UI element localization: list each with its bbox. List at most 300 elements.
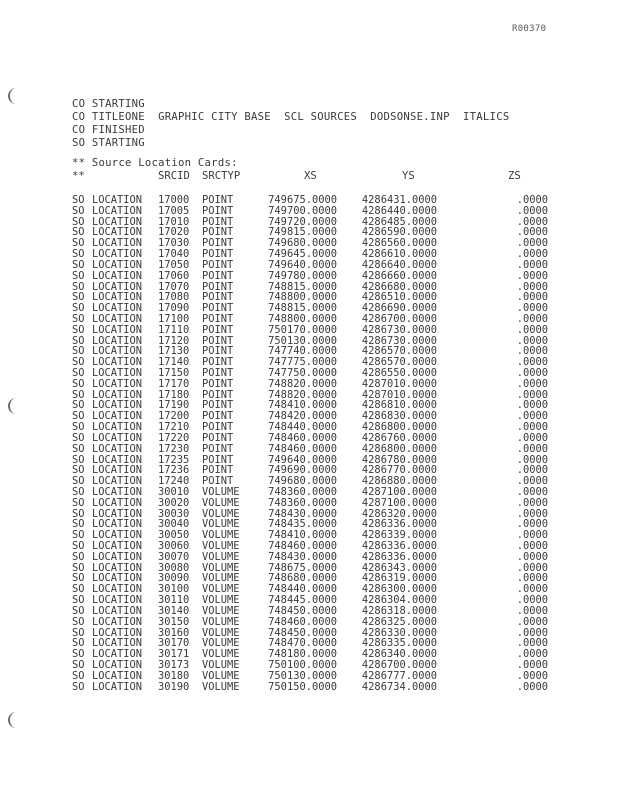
- row-source-id: 17200: [158, 410, 190, 423]
- row-y-coordinate: 4286336.0000: [361, 550, 437, 563]
- row-y-coordinate: 4286510.0000: [361, 291, 437, 304]
- row-source-id: 30080: [158, 561, 190, 574]
- row-source-id: 17190: [158, 399, 190, 412]
- row-y-coordinate: 4286550.0000: [361, 367, 437, 379]
- row-x-coordinate: 748430.0000: [268, 507, 337, 520]
- row-source-type: POINT: [202, 258, 234, 271]
- row-keyword: LOCATION: [92, 540, 143, 552]
- table-row: [72, 421, 562, 432]
- row-x-coordinate: 750130.0000: [268, 669, 337, 682]
- row-keyword: LOCATION: [92, 226, 143, 239]
- row-x-coordinate: 748180.0000: [268, 648, 337, 661]
- table-row: [72, 583, 562, 594]
- row-y-coordinate: 4286330.0000: [361, 626, 437, 639]
- row-x-coordinate: 748815.0000: [268, 280, 337, 293]
- row-y-coordinate: 4286680.0000: [361, 280, 437, 293]
- table-row: [72, 594, 562, 605]
- row-x-coordinate: 750130.0000: [268, 334, 337, 347]
- row-source-id: 17235: [158, 453, 190, 466]
- row-y-coordinate: 4286610.0000: [361, 248, 437, 261]
- table-row: [72, 410, 562, 421]
- row-y-coordinate: 4286770.0000: [361, 464, 437, 477]
- row-y-coordinate: 4286560.0000: [361, 237, 437, 250]
- row-source-id: 30173: [158, 658, 190, 671]
- row-source-type: POINT: [202, 356, 234, 369]
- row-y-coordinate: 4286760.0000: [361, 431, 437, 444]
- row-source-type: VOLUME: [202, 507, 240, 520]
- row-x-coordinate: 749780.0000: [268, 269, 337, 282]
- row-y-coordinate: 4286777.0000: [361, 669, 437, 682]
- row-y-coordinate: 4286304.0000: [361, 594, 437, 607]
- row-source-type: POINT: [202, 388, 234, 401]
- row-x-coordinate: 747750.0000: [268, 367, 337, 379]
- row-x-coordinate: 748800.0000: [268, 312, 337, 325]
- row-z-elevation: .0000: [516, 615, 548, 628]
- row-prefix: SO: [72, 507, 85, 520]
- row-source-id: 30060: [158, 540, 190, 552]
- row-source-type: POINT: [202, 399, 234, 412]
- row-source-id: 30100: [158, 583, 190, 596]
- table-row: [72, 508, 562, 519]
- row-prefix: SO: [72, 540, 85, 552]
- row-source-id: 17170: [158, 377, 190, 390]
- row-z-elevation: .0000: [516, 648, 548, 661]
- row-source-id: 17080: [158, 291, 190, 304]
- row-x-coordinate: 747775.0000: [268, 356, 337, 369]
- table-row: [72, 529, 562, 540]
- row-y-coordinate: 4286570.0000: [361, 356, 437, 369]
- row-x-coordinate: 750100.0000: [268, 658, 337, 671]
- row-source-type: POINT: [202, 215, 234, 228]
- row-x-coordinate: 750150.0000: [268, 680, 337, 693]
- row-keyword: LOCATION: [92, 421, 143, 434]
- table-row: [72, 497, 562, 508]
- table-row: [72, 281, 562, 292]
- row-z-elevation: .0000: [516, 334, 548, 347]
- row-keyword: LOCATION: [92, 453, 143, 466]
- row-x-coordinate: 748450.0000: [268, 626, 337, 639]
- row-x-coordinate: 748680.0000: [268, 572, 337, 585]
- row-source-id: 30020: [158, 496, 190, 509]
- row-prefix: SO: [72, 258, 85, 271]
- row-z-elevation: .0000: [516, 248, 548, 261]
- row-source-id: 17020: [158, 226, 190, 239]
- row-prefix: SO: [72, 345, 85, 358]
- row-source-id: 17220: [158, 431, 190, 444]
- row-source-id: 30170: [158, 637, 190, 650]
- row-y-coordinate: 4286700.0000: [361, 312, 437, 325]
- row-source-id: 30030: [158, 507, 190, 520]
- row-y-coordinate: 4286485.0000: [361, 215, 437, 228]
- column-header-srcid: SRCID: [158, 170, 190, 182]
- row-source-type: POINT: [202, 421, 234, 434]
- row-y-coordinate: 4287010.0000: [361, 377, 437, 390]
- row-keyword: LOCATION: [92, 594, 143, 607]
- row-keyword: LOCATION: [92, 572, 143, 585]
- table-row: [72, 486, 562, 497]
- table-row: [72, 443, 562, 454]
- row-source-type: VOLUME: [202, 626, 240, 639]
- row-y-coordinate: 4286880.0000: [361, 475, 437, 488]
- row-y-coordinate: 4286339.0000: [361, 529, 437, 542]
- row-source-type: POINT: [202, 226, 234, 239]
- row-source-id: 17240: [158, 475, 190, 488]
- row-source-id: 17210: [158, 421, 190, 434]
- row-z-elevation: .0000: [516, 507, 548, 520]
- row-y-coordinate: 4286640.0000: [361, 258, 437, 271]
- row-prefix: SO: [72, 464, 85, 477]
- column-header-row: [72, 170, 562, 183]
- table-row: [72, 356, 562, 367]
- row-x-coordinate: 748820.0000: [268, 388, 337, 401]
- row-z-elevation: .0000: [516, 388, 548, 401]
- row-source-id: 17236: [158, 464, 190, 477]
- row-source-type: VOLUME: [202, 529, 240, 542]
- table-row: [72, 540, 562, 551]
- row-prefix: SO: [72, 302, 85, 315]
- row-keyword: LOCATION: [92, 258, 143, 271]
- row-z-elevation: .0000: [516, 485, 548, 498]
- row-y-coordinate: 4286800.0000: [361, 442, 437, 455]
- row-keyword: LOCATION: [92, 615, 143, 628]
- row-x-coordinate: 748410.0000: [268, 399, 337, 412]
- row-y-coordinate: 4286800.0000: [361, 421, 437, 434]
- row-keyword: LOCATION: [92, 561, 143, 574]
- row-source-id: 17120: [158, 334, 190, 347]
- row-z-elevation: .0000: [516, 269, 548, 282]
- row-z-elevation: .0000: [516, 442, 548, 455]
- row-source-id: 17100: [158, 312, 190, 325]
- row-z-elevation: .0000: [516, 291, 548, 304]
- row-keyword: LOCATION: [92, 583, 143, 596]
- row-source-type: VOLUME: [202, 540, 240, 552]
- table-row: [72, 248, 562, 259]
- column-header-marker: **: [72, 170, 85, 182]
- table-row: [72, 475, 562, 486]
- row-x-coordinate: 748460.0000: [268, 540, 337, 552]
- row-y-coordinate: 4286570.0000: [361, 345, 437, 358]
- punch-hole-mark: [8, 88, 20, 104]
- row-source-type: POINT: [202, 442, 234, 455]
- column-header-xs: XS: [304, 170, 317, 182]
- row-prefix: SO: [72, 237, 85, 250]
- row-source-type: POINT: [202, 237, 234, 250]
- row-prefix: SO: [72, 583, 85, 596]
- row-source-id: 30110: [158, 594, 190, 607]
- row-prefix: SO: [72, 399, 85, 412]
- row-z-elevation: .0000: [516, 669, 548, 682]
- row-source-type: VOLUME: [202, 550, 240, 563]
- row-x-coordinate: 749640.0000: [268, 453, 337, 466]
- row-x-coordinate: 749645.0000: [268, 248, 337, 261]
- row-source-id: 17110: [158, 323, 190, 336]
- row-y-coordinate: 4286660.0000: [361, 269, 437, 282]
- row-prefix: SO: [72, 377, 85, 390]
- row-x-coordinate: 748420.0000: [268, 410, 337, 423]
- row-keyword: LOCATION: [92, 377, 143, 390]
- row-source-type: VOLUME: [202, 583, 240, 596]
- row-x-coordinate: 748675.0000: [268, 561, 337, 574]
- row-x-coordinate: 748470.0000: [268, 637, 337, 650]
- row-z-elevation: .0000: [516, 561, 548, 574]
- row-source-id: 17150: [158, 367, 190, 379]
- row-x-coordinate: 748460.0000: [268, 431, 337, 444]
- row-source-type: POINT: [202, 475, 234, 488]
- row-prefix: SO: [72, 421, 85, 434]
- table-row: [72, 313, 562, 324]
- row-y-coordinate: 4287010.0000: [361, 388, 437, 401]
- row-z-elevation: .0000: [516, 280, 548, 293]
- row-prefix: SO: [72, 594, 85, 607]
- row-y-coordinate: 4286431.0000: [361, 194, 437, 206]
- row-z-elevation: .0000: [516, 237, 548, 250]
- column-header-ys: YS: [402, 170, 415, 182]
- row-x-coordinate: 748440.0000: [268, 421, 337, 434]
- row-x-coordinate: 747740.0000: [268, 345, 337, 358]
- row-prefix: SO: [72, 680, 85, 693]
- row-prefix: SO: [72, 388, 85, 401]
- row-prefix: SO: [72, 658, 85, 671]
- row-z-elevation: .0000: [516, 356, 548, 369]
- row-keyword: LOCATION: [92, 410, 143, 423]
- table-row: [72, 681, 562, 692]
- row-keyword: LOCATION: [92, 485, 143, 498]
- row-source-id: 17090: [158, 302, 190, 315]
- row-y-coordinate: 4286730.0000: [361, 323, 437, 336]
- row-y-coordinate: 4287100.0000: [361, 496, 437, 509]
- row-x-coordinate: 748445.0000: [268, 594, 337, 607]
- row-prefix: SO: [72, 291, 85, 304]
- row-y-coordinate: 4286690.0000: [361, 302, 437, 315]
- row-prefix: SO: [72, 248, 85, 261]
- row-x-coordinate: 748460.0000: [268, 615, 337, 628]
- row-source-type: POINT: [202, 194, 234, 206]
- row-source-type: VOLUME: [202, 669, 240, 682]
- row-z-elevation: .0000: [516, 410, 548, 423]
- table-row: [72, 237, 562, 248]
- row-keyword: LOCATION: [92, 518, 143, 531]
- row-y-coordinate: 4286590.0000: [361, 226, 437, 239]
- row-x-coordinate: 748435.0000: [268, 518, 337, 531]
- table-row: [72, 432, 562, 443]
- row-source-id: 17000: [158, 194, 190, 206]
- row-source-type: VOLUME: [202, 680, 240, 693]
- row-source-id: 30140: [158, 604, 190, 617]
- row-z-elevation: .0000: [516, 680, 548, 693]
- row-z-elevation: .0000: [516, 464, 548, 477]
- row-source-type: VOLUME: [202, 658, 240, 671]
- row-source-id: 30010: [158, 485, 190, 498]
- row-z-elevation: .0000: [516, 431, 548, 444]
- row-source-type: POINT: [202, 377, 234, 390]
- row-prefix: SO: [72, 312, 85, 325]
- table-row: [72, 259, 562, 270]
- table-row: [72, 670, 562, 681]
- row-y-coordinate: 4286830.0000: [361, 410, 437, 423]
- row-prefix: SO: [72, 529, 85, 542]
- row-x-coordinate: 748460.0000: [268, 442, 337, 455]
- row-z-elevation: .0000: [516, 594, 548, 607]
- source-location-table: [72, 194, 562, 691]
- table-row: [72, 562, 562, 573]
- row-y-coordinate: 4286343.0000: [361, 561, 437, 574]
- row-prefix: SO: [72, 572, 85, 585]
- row-keyword: LOCATION: [92, 215, 143, 228]
- punch-hole-mark: [8, 398, 20, 414]
- table-row: [72, 518, 562, 529]
- table-row: [72, 648, 562, 659]
- row-y-coordinate: 4286320.0000: [361, 507, 437, 520]
- table-row: [72, 194, 562, 205]
- row-x-coordinate: 748430.0000: [268, 550, 337, 563]
- row-prefix: SO: [72, 356, 85, 369]
- table-row: [72, 291, 562, 302]
- row-source-id: 17140: [158, 356, 190, 369]
- row-source-type: VOLUME: [202, 594, 240, 607]
- column-header-srctyp: SRCTYP: [202, 170, 241, 182]
- row-prefix: SO: [72, 561, 85, 574]
- row-z-elevation: .0000: [516, 583, 548, 596]
- row-prefix: SO: [72, 475, 85, 488]
- row-source-id: 17070: [158, 280, 190, 293]
- row-source-id: 17030: [158, 237, 190, 250]
- row-source-type: POINT: [202, 410, 234, 423]
- row-prefix: SO: [72, 518, 85, 531]
- row-x-coordinate: 748815.0000: [268, 302, 337, 315]
- row-prefix: SO: [72, 496, 85, 509]
- row-source-id: 30050: [158, 529, 190, 542]
- row-keyword: LOCATION: [92, 237, 143, 250]
- row-keyword: LOCATION: [92, 648, 143, 661]
- row-z-elevation: .0000: [516, 604, 548, 617]
- row-keyword: LOCATION: [92, 280, 143, 293]
- table-row: [72, 659, 562, 670]
- row-prefix: SO: [72, 194, 85, 206]
- row-x-coordinate: 748800.0000: [268, 291, 337, 304]
- row-source-type: VOLUME: [202, 615, 240, 628]
- row-x-coordinate: 749680.0000: [268, 475, 337, 488]
- row-y-coordinate: 4286335.0000: [361, 637, 437, 650]
- row-y-coordinate: 4286325.0000: [361, 615, 437, 628]
- row-x-coordinate: 749640.0000: [268, 258, 337, 271]
- row-z-elevation: .0000: [516, 540, 548, 552]
- row-z-elevation: .0000: [516, 377, 548, 390]
- row-source-type: POINT: [202, 312, 234, 325]
- column-header-zs: ZS: [508, 170, 521, 182]
- row-keyword: LOCATION: [92, 399, 143, 412]
- row-source-type: POINT: [202, 431, 234, 444]
- row-source-id: 17050: [158, 258, 190, 271]
- row-keyword: LOCATION: [92, 529, 143, 542]
- row-source-type: POINT: [202, 334, 234, 347]
- row-source-id: 17060: [158, 269, 190, 282]
- row-source-id: 30180: [158, 669, 190, 682]
- row-y-coordinate: 4286440.0000: [361, 204, 437, 217]
- table-row: [72, 226, 562, 237]
- row-y-coordinate: 4286810.0000: [361, 399, 437, 412]
- row-x-coordinate: 749675.0000: [268, 194, 337, 206]
- row-source-id: 30150: [158, 615, 190, 628]
- row-z-elevation: .0000: [516, 302, 548, 315]
- row-source-type: VOLUME: [202, 485, 240, 498]
- row-keyword: LOCATION: [92, 291, 143, 304]
- row-keyword: LOCATION: [92, 367, 143, 379]
- row-y-coordinate: 4286340.0000: [361, 648, 437, 661]
- row-source-type: POINT: [202, 248, 234, 261]
- row-keyword: LOCATION: [92, 475, 143, 488]
- table-row: [72, 616, 562, 627]
- row-x-coordinate: 749680.0000: [268, 237, 337, 250]
- row-z-elevation: .0000: [516, 658, 548, 671]
- row-source-type: VOLUME: [202, 496, 240, 509]
- table-row: [72, 345, 562, 356]
- row-source-id: 17130: [158, 345, 190, 358]
- table-row: [72, 324, 562, 335]
- row-keyword: LOCATION: [92, 626, 143, 639]
- row-prefix: SO: [72, 410, 85, 423]
- row-keyword: LOCATION: [92, 604, 143, 617]
- table-row: [72, 454, 562, 465]
- row-keyword: LOCATION: [92, 669, 143, 682]
- row-source-type: POINT: [202, 291, 234, 304]
- row-z-elevation: .0000: [516, 204, 548, 217]
- row-z-elevation: .0000: [516, 475, 548, 488]
- row-y-coordinate: 4286780.0000: [361, 453, 437, 466]
- row-source-type: POINT: [202, 367, 234, 379]
- row-prefix: SO: [72, 604, 85, 617]
- header-line-co-title: CO TITLEONE GRAPHIC CITY BASE SCL SOURCES DODSONSE.INP ITALICS: [72, 111, 510, 123]
- row-prefix: SO: [72, 367, 85, 379]
- row-z-elevation: .0000: [516, 226, 548, 239]
- row-z-elevation: .0000: [516, 550, 548, 563]
- row-y-coordinate: 4286319.0000: [361, 572, 437, 585]
- row-y-coordinate: 4286730.0000: [361, 334, 437, 347]
- table-row: [72, 205, 562, 216]
- row-source-id: 17010: [158, 215, 190, 228]
- row-z-elevation: .0000: [516, 312, 548, 325]
- row-source-type: VOLUME: [202, 648, 240, 661]
- table-row: [72, 335, 562, 346]
- header-line-co-starting: CO STARTING: [72, 98, 145, 110]
- punch-hole-mark: [8, 712, 20, 728]
- table-row: [72, 637, 562, 648]
- table-row: [72, 605, 562, 616]
- row-source-type: POINT: [202, 204, 234, 217]
- row-z-elevation: .0000: [516, 194, 548, 206]
- row-keyword: LOCATION: [92, 194, 143, 206]
- table-row: [72, 464, 562, 475]
- row-z-elevation: .0000: [516, 323, 548, 336]
- row-source-type: VOLUME: [202, 561, 240, 574]
- row-keyword: LOCATION: [92, 507, 143, 520]
- row-prefix: SO: [72, 226, 85, 239]
- row-z-elevation: .0000: [516, 626, 548, 639]
- row-z-elevation: .0000: [516, 421, 548, 434]
- row-z-elevation: .0000: [516, 399, 548, 412]
- row-source-id: 30040: [158, 518, 190, 531]
- row-keyword: LOCATION: [92, 464, 143, 477]
- row-keyword: LOCATION: [92, 334, 143, 347]
- row-prefix: SO: [72, 453, 85, 466]
- row-keyword: LOCATION: [92, 496, 143, 509]
- row-keyword: LOCATION: [92, 637, 143, 650]
- row-source-id: 17180: [158, 388, 190, 401]
- row-prefix: SO: [72, 550, 85, 563]
- row-keyword: LOCATION: [92, 323, 143, 336]
- row-y-coordinate: 4286336.0000: [361, 518, 437, 531]
- row-source-type: POINT: [202, 269, 234, 282]
- table-row: [72, 389, 562, 400]
